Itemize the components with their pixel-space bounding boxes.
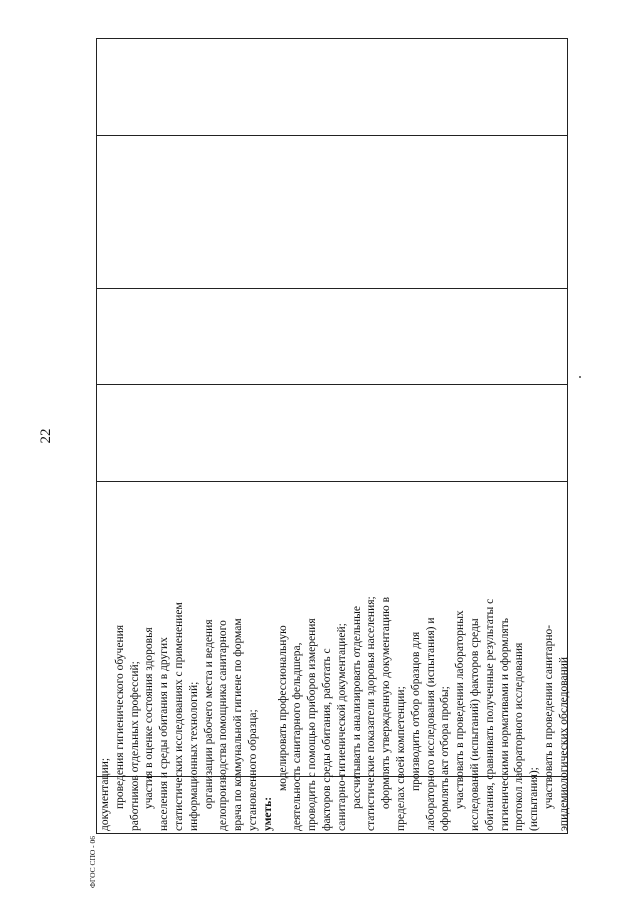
cell-text-line: эпидемиологических обследований (557, 656, 570, 831)
cell-text-line: уметь: (261, 796, 274, 831)
cell-text-line: работников отдельных профессий; (128, 661, 141, 831)
cell-text-line: проводить с помощью приборов измерения (306, 618, 319, 831)
cell-text-line: санитарно-гигиенической документацией; (335, 623, 348, 831)
cell-text-line: рассчитывать и анализировать отдельные (350, 606, 363, 809)
cell-text-line: обитания, сравнивать полученные результаты с (483, 598, 496, 831)
cell-text-line: пределах своей компетенции; (394, 686, 407, 831)
cell-text-line: моделировать профессиональную (276, 625, 289, 791)
cell-text-line: врача по коммунальной гигиене по формам (232, 618, 245, 831)
cell-text-line: лабораторного исследования (испытания) и (424, 617, 437, 831)
document-code-footer: ФГОС СПО - 06 (88, 835, 97, 888)
cell-text-line: статистических исследованиях с применением (172, 602, 185, 831)
cell-text-line: оформлять акт отбора пробы; (439, 686, 452, 831)
cell-text-line: исследований (испытаний) факторов среды (468, 618, 481, 831)
page-number: 22 (38, 428, 54, 444)
cell-text-line: участвовать в проведении санитарно- (542, 624, 555, 809)
cell-text-line: протокол лабораторного исследования (513, 642, 526, 831)
column-divider-3 (97, 288, 567, 289)
cell-text-line: проведения гигиенического обучения (113, 624, 126, 809)
cell-text-line: организации рабочего места и ведения (202, 619, 215, 809)
cell-text-line: производить отбор образцов для (409, 631, 422, 791)
cell-text-line: участия в оценке состояния здоровья (143, 627, 156, 809)
cell-text-line: (испытания); (528, 767, 541, 831)
cell-text-line: установленного образца; (246, 709, 259, 831)
cell-text-line: делопроизводства помощника санитарного (217, 620, 230, 831)
column-divider-4 (97, 135, 567, 136)
competency-text-cell (96, 362, 570, 834)
cell-text-line: статистические показатели здоровья населения; (365, 596, 378, 831)
cell-text-line: документации; (99, 757, 111, 831)
cell-text-line: населения и среды обитания и в других (158, 637, 171, 831)
cell-text-line: факторов среды обитания, работать с (320, 648, 333, 831)
cell-text-line: информационных технологий; (187, 681, 200, 831)
cell-text-line: участвовать в проведении лабораторных (454, 610, 467, 809)
cell-text-line: оформлять утвержденную документацию в (380, 596, 393, 809)
cell-text-line: деятельность санитарного фельдшера, (291, 642, 304, 831)
cell-text-line: гигиеническими нормативами и оформлять (498, 618, 511, 831)
scan-speck (579, 376, 581, 378)
